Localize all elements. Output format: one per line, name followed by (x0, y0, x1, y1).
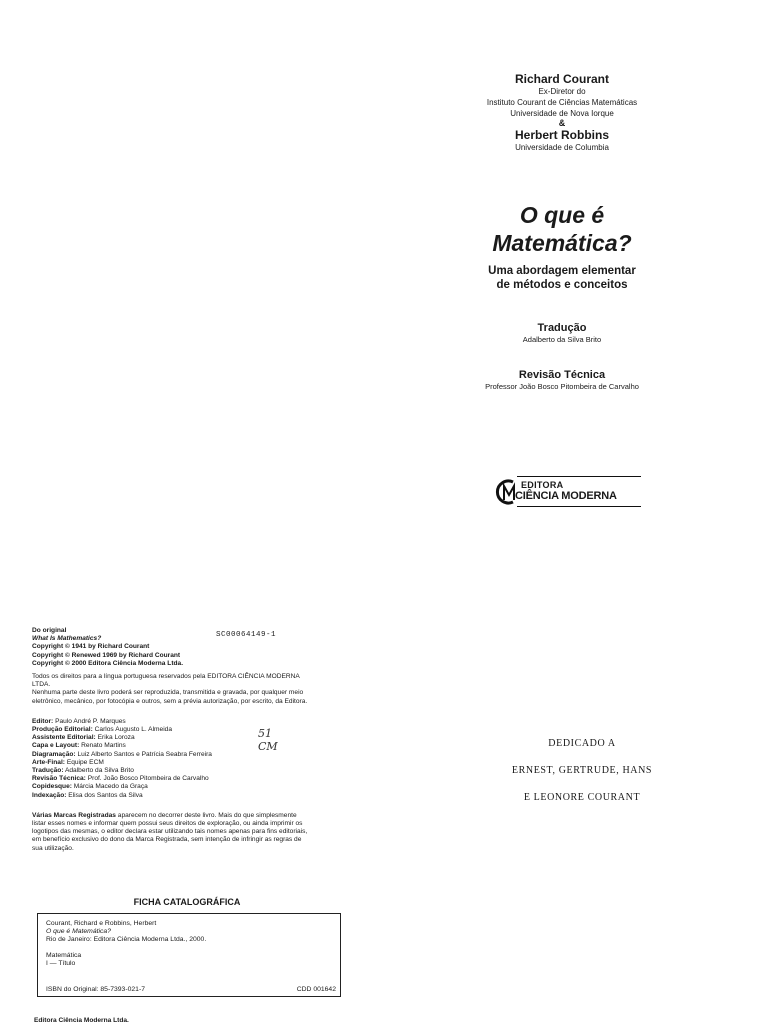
dedication-line: DEDICADO A (548, 738, 616, 749)
translation-heading: Tradução (537, 322, 587, 334)
credit-line: Tradução: Adalberto da Silva Brito (32, 767, 134, 775)
book-title (462, 201, 662, 257)
reproduction-notice: eletrônico, mecânico, por fotocópia e outros, sem a prévia autorização, por escrito, da Editora. (32, 697, 308, 705)
handwritten-line: 51 (258, 727, 272, 740)
copyright-line: Copyright © 1941 by Richard Courant (32, 643, 150, 651)
author-affiliation: Universidade de Nova Iorque (510, 109, 614, 118)
trademarks-notice: Várias Marcas Registradas aparecem no decorrer deste livro. Mais do que simplesmente listar esses nomes e informar quem possui seus direitos de exploração, ou ainda imprimir os logotipos das mesmas, o editor declara estar utilizando tais nomes apenas para fins editoriais, em benefício exclusivo do dono da Marca Registrada, sem intenção de infringir as regras de sua utilização. (32, 811, 308, 852)
title-line: O que é (519, 202, 605, 228)
author-affiliation: Instituto Courant de Ciências Matemáticas (486, 98, 638, 107)
credits-list (32, 718, 342, 800)
original-title: What Is Mathematics? (32, 635, 102, 643)
author-block (462, 72, 662, 153)
author-name: Richard Courant (514, 72, 609, 86)
publisher-name: Editora Ciência Moderna Ltda. (34, 1017, 129, 1024)
author-name: Herbert Robbins (514, 128, 609, 142)
credit-line: Revisão Técnica: Prof. João Bosco Pitombeira de Carvalho (32, 775, 209, 783)
subtitle-line: Uma abordagem elementar (488, 265, 636, 277)
credit-line: Diagramação: Luiz Alberto Santos e Patrícia Seabra Ferreira (32, 750, 212, 758)
catalog-card-line: I — Título (46, 959, 76, 967)
reproduction-notice: Nenhuma parte deste livro poderá ser reproduzida, transmitida e gravada, por qualquer meio (32, 689, 304, 697)
credit-line: Arte-Final: Equipe ECM (32, 758, 104, 766)
dedication-line: ERNEST, GERTRUDE, HANS (511, 765, 653, 776)
translator-name: Adalberto da Silva Brito (522, 335, 602, 344)
catalog-card-line: Rio de Janeiro: Editora Ciência Moderna Ltda., 2000. (46, 936, 207, 944)
book-subtitle (462, 264, 662, 292)
handwritten-line: CM (258, 740, 278, 753)
catalog-card-title: FICHA CATALOGRÁFICA (133, 897, 241, 907)
ampersand: & (558, 118, 566, 128)
dedication-line: E LEONORE COURANT (523, 792, 641, 803)
review-section (462, 368, 662, 392)
translation-section (462, 321, 662, 345)
credit-line: Capa e Layout: Renato Martins (32, 742, 126, 750)
catalog-card-line: O que é Matemática? (46, 928, 111, 936)
rights-text: LTDA. (32, 681, 51, 689)
cdd-code: CDD 001642 (296, 986, 336, 993)
credit-line: Produção Editorial: Carlos Augusto L. Almeida (32, 726, 173, 734)
logo-rule (517, 506, 641, 507)
title-line: Matemática? (492, 230, 632, 256)
credit-line: Editor: Paulo André P. Marques (32, 717, 126, 725)
review-heading: Revisão Técnica (518, 369, 606, 381)
copyright-line: Copyright © Renewed 1969 by Richard Courant (32, 651, 181, 659)
credit-line: Indexação: Elisa dos Santos da Silva (32, 791, 143, 799)
logo-text-ciencia-moderna: CIÊNCIA MODERNA (515, 490, 617, 502)
author-affiliation: Universidade de Columbia (515, 143, 609, 152)
subtitle-line: de métodos e conceitos (496, 279, 628, 291)
copyright-notice (32, 627, 342, 853)
catalog-card (37, 913, 341, 997)
copyright-line: Copyright © 2000 Editora Ciência Moderna Ltda. (32, 659, 184, 667)
catalog-card-line: Courant, Richard e Robbins, Herbert (46, 920, 157, 927)
reviewer-name: Professor João Bosco Pitombeira de Carvalho (485, 382, 639, 391)
original-label: Do original (32, 627, 67, 634)
catalog-card-line: Matemática (46, 951, 82, 959)
author-affiliation: Ex-Diretor do (538, 87, 586, 96)
rights-text: Todos os direitos para a língua portuguesa reservados pela EDITORA CIÊNCIA MODERNA (32, 673, 300, 681)
catalog-code: SC00064149-1 (216, 631, 277, 639)
publisher-logo (493, 474, 643, 510)
credit-line: Assistente Editorial: Erika Loroza (32, 734, 135, 742)
logo-rule (517, 476, 641, 477)
dedication (482, 738, 682, 819)
isbn: ISBN do Original: 85-7393-021-7 (46, 986, 145, 993)
credit-line: Copidesque: Márcia Macedo da Graça (32, 783, 148, 791)
logo-text-editora: EDITORA (521, 480, 564, 490)
